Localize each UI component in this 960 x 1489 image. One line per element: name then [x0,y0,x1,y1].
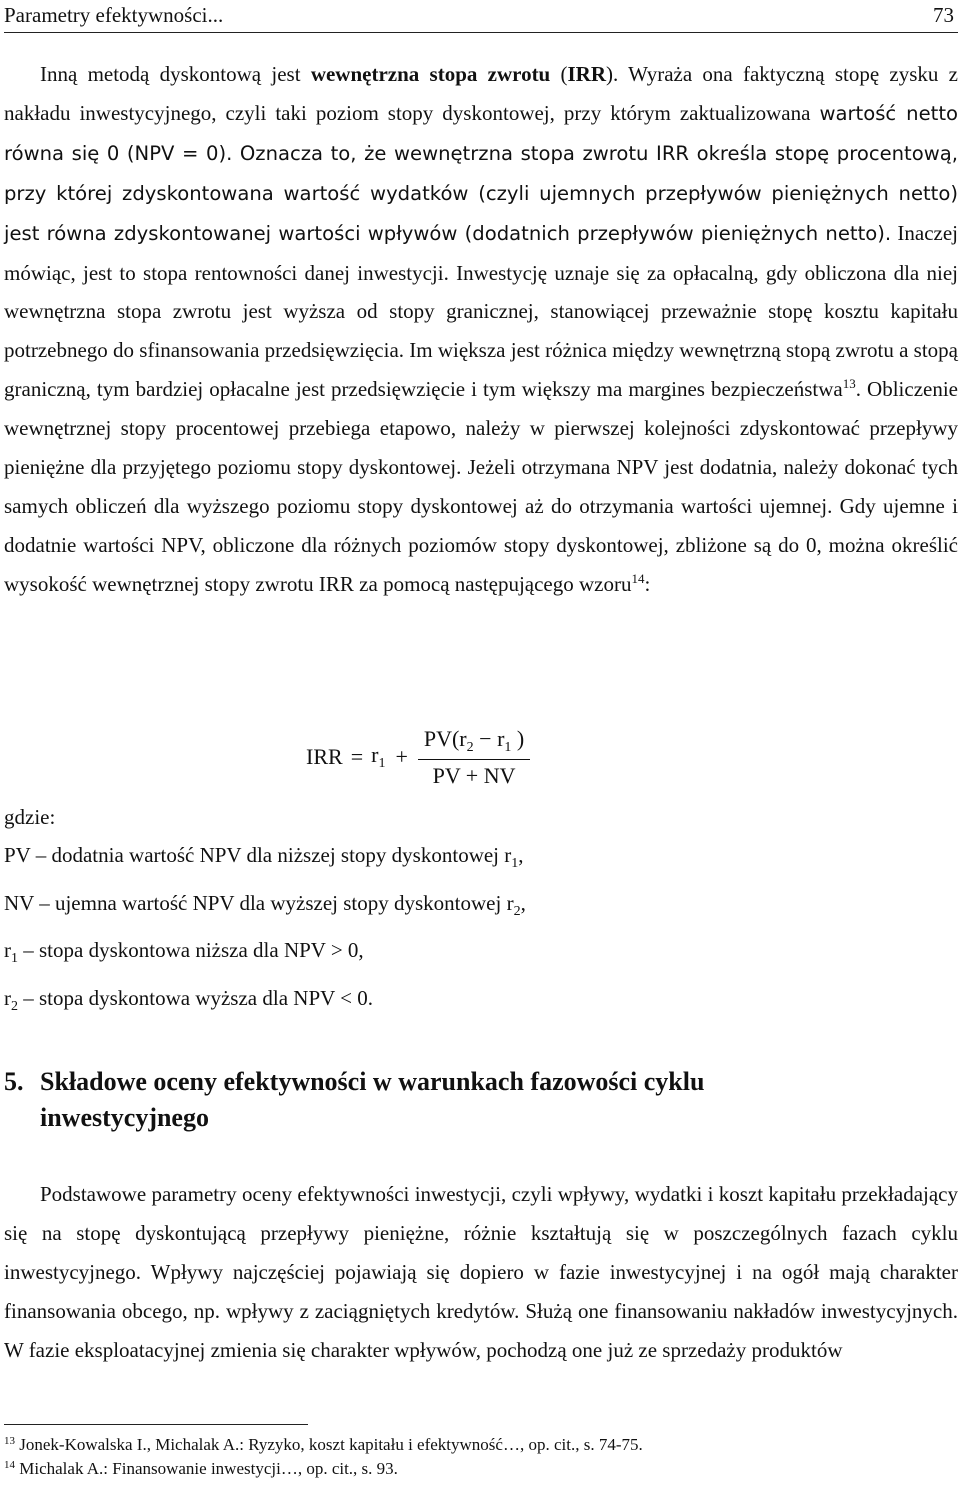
def-text: – stopa dyskontowa niższa dla NPV > 0, [18,938,364,962]
def-end: , [518,843,524,867]
chapter-title-line2: inwestycyjnego [40,1103,209,1132]
def-end: , [520,890,526,915]
def-sub: 1 [511,856,519,871]
term-irr-bold: wewnętrzna stopa zwrotu [310,62,551,86]
formula-pv: PV [423,725,452,751]
formula-paren-close: ) [516,725,525,751]
where-label: gdzie: [4,805,56,829]
footnote-text: Jonek-Kowalska I., Michalak A.: Ryzyko, koszt kapitału i efektywność…, op. cit., s. 74-75. [15,1435,643,1454]
definition-item [4,836,526,884]
chapter-heading [4,1064,904,1136]
text-run: ( [550,62,568,86]
formula-plus: + [395,744,408,769]
footnote-13 [4,1433,643,1457]
text-run: . Obliczenie wewnętrznej stopy procentowej przebiega etapowo, należy w pierwszej kolejności zdyskontować przepływy pieniężne dla przyjętego poziomu stopy dyskontowej. Jeżeli otrzymana NPV jest dodatnia, należy dokonać tych samych obliczeń dla wyższego poziomu stopy dyskontowej aż do otrzymania wartości ujemnej. Gdy ujemne i dodatnie wartości NPV, obliczone dla różnych poziomów stopy dyskontowej, zbliżone są do 0, można określić wysokość wewnętrznej stopy zwrotu IRR za pomocą następującego wzoru [4,377,959,596]
footnote-text: Michalak A.: Finansowanie inwestycji…, op. cit., s. 93. [15,1459,398,1478]
formula-equals: = [350,744,364,769]
text-run-sans: wartość netto równa się 0 (NPV = 0). Oznacza to, że wewnętrzna stopa zwrotu IRR określa stopę procentową, przy której zdyskontowana wartość wydatków (czyli ujemnych przepływów pieniężnych netto) jest równa zdyskontowanej wartości wpływów (dodatnich przepływów pieniężnych netto). [4,101,958,245]
footnote-ref-13[interactable]: 13 [842,376,856,392]
text-run: : [644,571,651,596]
def-symbol: NV [4,890,34,915]
footnote-number: 13 [4,1435,15,1447]
formula-paren-open: (r [451,725,467,751]
formula-numerator [418,726,530,760]
def-sub: 2 [513,903,521,919]
formula-sub: 2 [466,739,474,755]
formula-r1 [371,742,385,772]
running-header [4,2,958,33]
formula-r: r [371,742,379,767]
def-text: – dodatnia wartość NPV dla niższej stopy dyskontowej r [30,843,512,867]
chapter-title-line1: Składowe oceny efektywności w warunkach fazowości cyklu [40,1067,705,1096]
page-number: 73 [933,3,954,27]
chapter-number: 5. [4,1067,24,1096]
term-irr-abbrev: IRR [567,62,607,86]
def-symbol: r [4,938,11,962]
footnote-separator [4,1424,308,1425]
formula-r: r [497,725,505,751]
text-run: ). Wyraża ona faktyczną stopę zysku z nakładu inwestycyjnego, czyli taki poziom stopy dyskontowej, przy którym zaktualizowana [4,62,959,125]
def-text: – stopa dyskontowa wyższa dla NPV < 0. [18,985,374,1010]
footnote-ref-14[interactable]: 14 [631,570,645,586]
footnote-number: 14 [4,1459,15,1471]
definition-item [4,884,526,932]
formula-minus: − [479,725,492,751]
formula-lhs: IRR [306,744,343,769]
formula-denominator: PV + NV [432,762,516,788]
definitions-list [4,836,526,1026]
definition-item [4,931,526,979]
header-title: Parametry efektywności... [4,3,224,27]
paragraph-irr [4,55,958,604]
def-symbol: r [4,985,11,1010]
text-run: Inną metodą dyskontową jest [40,62,311,86]
def-symbol: PV [4,843,31,867]
footnotes [4,1433,643,1481]
def-sub: 1 [11,951,18,966]
definition-item [4,979,526,1027]
formula-sub: 1 [378,756,386,771]
def-text: – ujemna wartość NPV dla wyższej stopy dyskontowej r [33,890,514,915]
formula-sub: 1 [504,739,512,755]
paragraph-phases: Podstawowe parametry oceny efektywności inwestycji, czyli wpływy, wydatki i koszt kapitału przekładający się na stopę dyskontującą przepływy pieniężne, różnie kształtują się w poszczególnych fazach cyklu inwestycyjnego. Wpływy najczęściej pojawiają się dopiero w fazie inwestycyjnej i na ogół mają charakter finansowania obcego, np. wpływy z zaciągniętych kredytów. Służą one finansowaniu nakładów inwestycyjnych. W fazie eksploatacyjnej zmienia się charakter wpływów, pochodzą one już ze sprzedaży produktów [4,1182,958,1362]
formula-fraction [418,726,530,789]
footnote-14 [4,1457,643,1481]
text-run: Inaczej mówiąc, jest to stopa rentowności danej inwestycji. Inwestycję uznaje się za opłacalną, gdy obliczona dla niej wewnętrzna stopa zwrotu jest wyższa od stopy granicznej, stanowiącej przeważnie stopę kosztu kapitału potrzebnego do sfinansowania przedsięwzięcia. Im większa jest różnica między wewnętrzną stopą zwrotu a stopą graniczną, tym bardziej opłacalne jest przedsięwzięcie i tym większy ma margines bezpieczeństwa [4,220,958,402]
def-sub: 2 [11,998,18,1014]
irr-formula [306,722,530,792]
